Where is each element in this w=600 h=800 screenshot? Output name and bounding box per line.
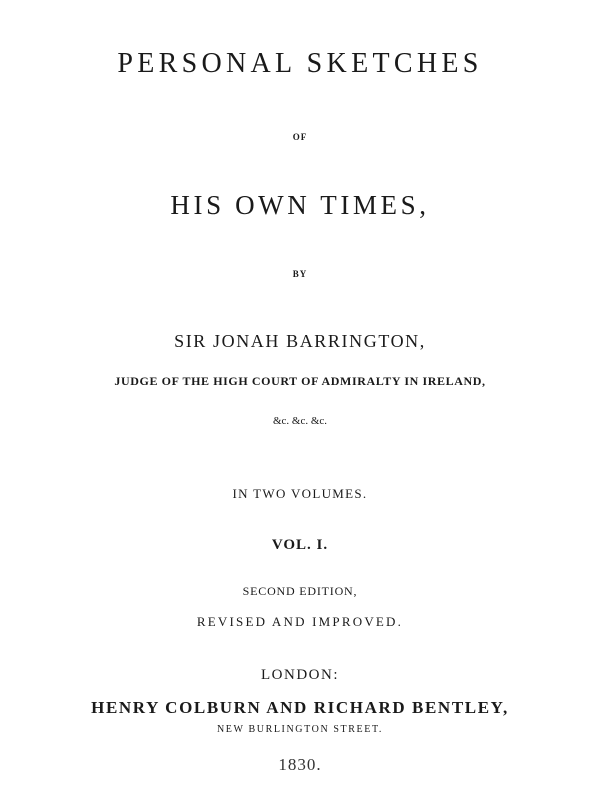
etc-text: &c. &c. &c.: [272, 415, 328, 427]
edition-text: SECOND EDITION,: [242, 584, 358, 598]
by-text: BY: [292, 269, 308, 279]
author-title: JUDGE OF THE HIGH COURT OF ADMIRALTY IN IRELAND,: [114, 374, 486, 388]
author-name: SIR JONAH BARRINGTON,: [174, 331, 426, 351]
address-text: NEW BURLINGTON STREET.: [216, 724, 384, 735]
of-text: OF: [292, 132, 308, 142]
city-text: LONDON:: [261, 667, 339, 683]
revised-text: REVISED AND IMPROVED.: [196, 614, 404, 629]
title-line-1: PERSONAL SKETCHES: [117, 48, 483, 79]
publisher-text: HENRY COLBURN AND RICHARD BENTLEY,: [91, 698, 509, 717]
year-text: 1830.: [278, 755, 322, 774]
volume-number: VOL. I.: [271, 537, 329, 553]
title-line-2: HIS OWN TIMES,: [170, 190, 430, 220]
volumes-text: IN TWO VOLUMES.: [232, 486, 368, 501]
